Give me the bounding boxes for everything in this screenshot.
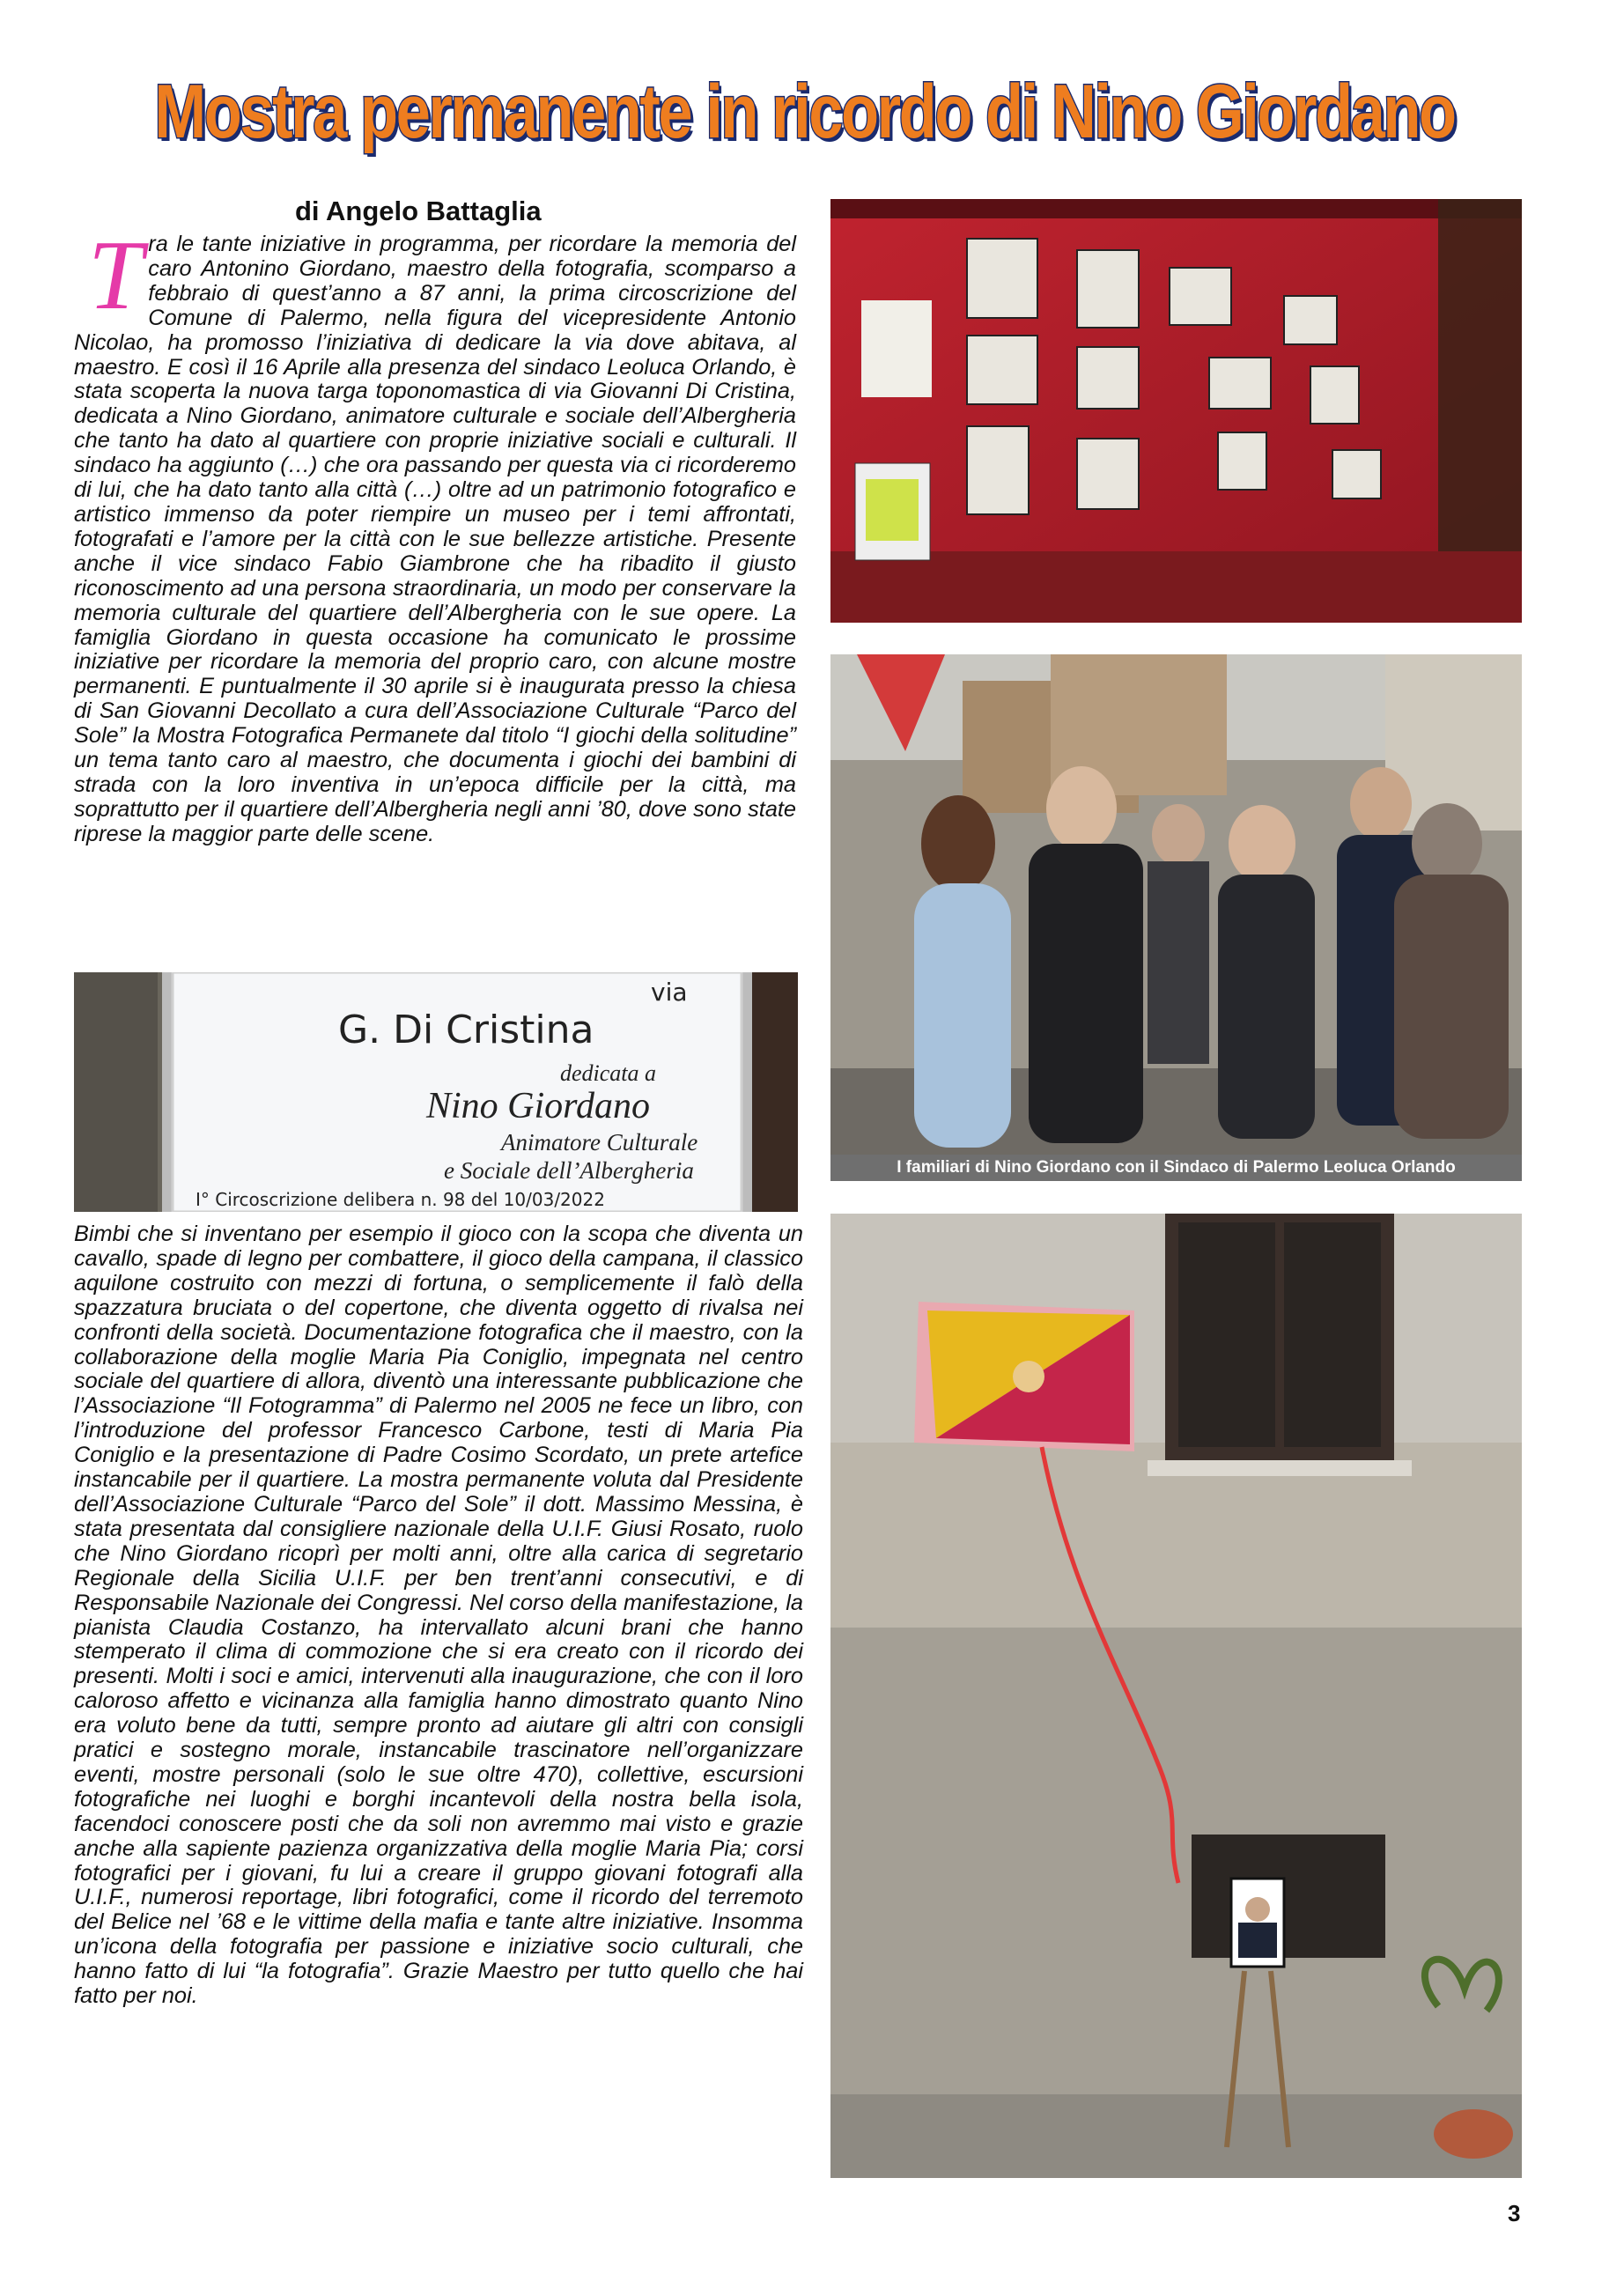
family-illustration [830, 654, 1522, 1181]
plaque-role1: Animatore Culturale [501, 1129, 698, 1155]
exhibition-photo [830, 199, 1522, 623]
plaque-via: via [651, 978, 688, 1007]
window-illustration [830, 1214, 1522, 2178]
family-caption: I familiari di Nino Giordano con il Sindaco di Palermo Leoluca Orlando [830, 1155, 1522, 1181]
plaque-dedicated: dedicata a [560, 1060, 657, 1086]
byline: di Angelo Battaglia [295, 196, 542, 226]
family-photo [830, 654, 1522, 1181]
article-continuation: Bimbi che si inventano per esempio il gioco con la scopa che diventa un cavallo, spade di legno per combattere, il gioco della campana, il classico aquilone costruito con mezzi di fortuna, o semplicemente il falò della spazzatura bruciata o del copertone, che diventa oggetto di rivalsa nei confronti della società. Documentazione fotografica che il maestro, con la collaborazione della moglie Maria Pia Coniglio, impegnata nel centro sociale del quartiere di allora, diventò una interessante pubblicazione che l’Associazione “Il Fotogramma” di Palermo nel 2005 ne fece un libro, con l’introduzione del professor Francesco Carbone, testi di Maria Pia Coniglio e la presentazione di Padre Cosimo Scordato, un prete artefice instancabile per il quartiere. La mostra permanente voluta dal Presidente dell’Associazione Culturale “Parco del Sole” il dott. Massimo Messina, è stata presentata dal consigliere nazionale della U.I.F. Giusi Rosato, ruolo che Nino Giordano ricoprì per molti anni, oltre alla carica di segretario Regionale della Sicilia U.I.F. per ben trent’anni consecutivi, e di Responsabile Nazionale dei Congressi. Nel corso della manifestazione, la pianista Claudia Costanzo, ha intervallato alcuni brani che hanno stemperato il clima di commozione che si era creato con il ricordo dei presenti. Molti i soci e amici, intervenuti alla inaugurazione, che con il loro caloroso affetto e vicinanza alla famiglia hanno dimostrato quanto Nino era voluto bene da tutti, sempre pronto ad aiutare gli altri con consigli pratici e sostegno morale, instancabile trascinatore nell’organizzare eventi, mostre personali (solo le sue oltre 470), collettive, escursioni fotografiche nei luoghi e borghi incantevoli della nostra bella isola, facendoci conoscere posti che da soli non avremmo mai visto e grazie anche alla sapiente pazienza organizzativa della moglie Maria Pia; corsi fotografici per i giovani, fu lui a creare il gruppo giovani fotografi alla U.I.F., numerosi reportage, libri fotografici, come il ricordo del terremoto del Belice nel ’68 e le vittime della mafia e tante altre iniziative. Insomma un’icona della fotografia per passione e iniziative socio culturali, che hanno fatto di lui “la fotografia”. Grazie Maestro per tutto quello che hai fatto per noi. [74, 1222, 803, 2009]
article-intro [74, 221, 796, 847]
plaque-street: G. Di Cristina [338, 1008, 594, 1052]
drop-cap: T [88, 221, 144, 330]
plaque-name: Nino Giordano [426, 1086, 650, 1126]
plaque-role2: e Sociale dell’Albergheria [444, 1157, 694, 1184]
exhibition-illustration [830, 199, 1522, 623]
plaque-photo [74, 972, 798, 1212]
window-photo [830, 1214, 1522, 2178]
page-number: 3 [1508, 2200, 1521, 2226]
intro-text: ra le tante iniziative in programma, per ricordare la memoria del caro Antonino Giordano, maestro della fotografia, scomparso a febbraio di quest’anno a 87 anni, la prima circoscrizione del Comune di Palermo, nella figura del vicepresidente Antonio Nicolao, ha promosso l’iniziativa di dedicare la via dove abitava, al maestro. E così il 16 Aprile alla presenza del sindaco Leoluca Orlando, è stata scoperta la nuova targa toponomastica di via Giovanni Di Cristina, dedicata a Nino Giordano, animatore culturale e sociale dell’Albergheria che tanto ha dato al quartiere con proprie iniziative sociali e culturali. Il sindaco ha aggiunto (…) che ora passando per questa via ci ricorderemo di lui, che ha dato tanto alla città (…) oltre ad un patrimonio fotografico e artistico immenso da poter riempire un museo per i temi affrontati, fotografati e l’amore per la città con le sue bellezze artistiche. Presente anche il vice sindaco Fabio Giambrone che ha ribadito il giusto riconoscimento ad una persona straordinaria, un modo per conservare la memoria culturale del quartiere dell’Albergheria con le sue opere. La famiglia Giordano in questa occasione ha comunicato le prossime iniziative per ricordare la memoria del proprio caro, con alcune mostre permanenti. E puntualmente il 30 aprile si è inaugurata presso la chiesa di San Giovanni Decollato a cura dell’Associazione Culturale “Parco del Sole” la Mostra Fotografica Permanete dal titolo “I giochi della solitudine” un tema tanto caro al maestro, che documenta i giochi dei bambini di strada con la loro inventiva in un’epoca difficile per la città, ma soprattutto per il quartiere dell’Albergheria negli anni ’80, dove sono state riprese la maggior parte delle scene. [74, 232, 796, 846]
plaque-decree: I° Circoscrizione delibera n. 98 del 10/03/2022 [196, 1189, 605, 1210]
article-title: Mostra permanente in ricordo di Nino Giordano [154, 70, 1455, 154]
